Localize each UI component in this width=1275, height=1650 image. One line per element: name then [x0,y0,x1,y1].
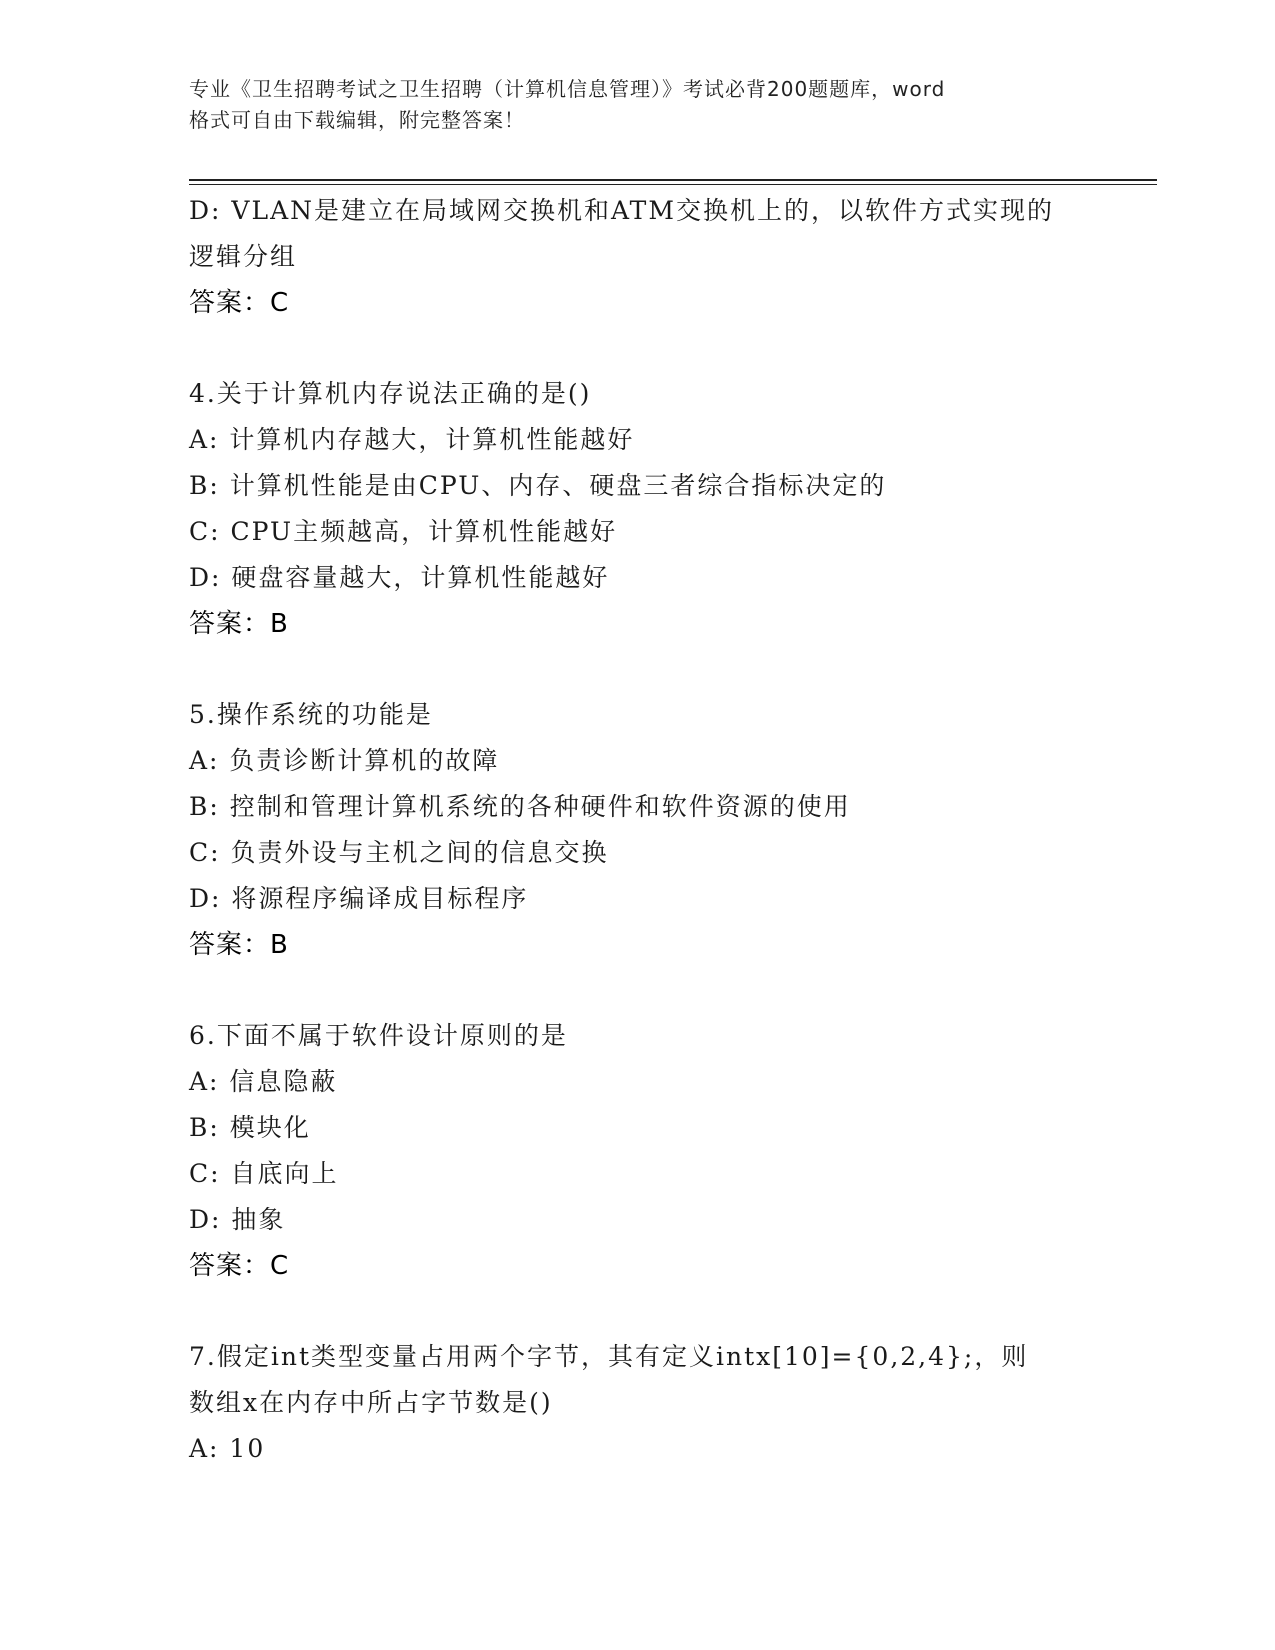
option-d-continued: 逻辑分组 [189,242,298,271]
option-b: B: 模块化 [189,1113,311,1142]
option-b: B: 控制和管理计算机系统的各种硬件和软件资源的使用 [189,792,851,821]
question-spacer [189,1289,1089,1334]
header-line-1: 专业《卫生招聘考试之卫生招聘（计算机信息管理）》考试必背200题题库，word [189,77,946,101]
question-stem-continued: 数组x在内存中所占字节数是() [189,1388,553,1417]
option-d: D: 将源程序编译成目标程序 [189,884,529,913]
option-c: C: CPU主频越高，计算机性能越好 [189,517,618,546]
option-a: A: 计算机内存越大，计算机性能越好 [189,425,635,454]
question-stem: 4.关于计算机内存说法正确的是() [189,379,592,408]
option-a: A: 负责诊断计算机的故障 [189,746,500,775]
option-c: C: 负责外设与主机之间的信息交换 [189,838,609,867]
question-4 [189,371,1089,647]
option-a: A: 信息隐蔽 [189,1067,338,1096]
option-c: C: 自底向上 [189,1159,339,1188]
answer-line: 答案：B [189,930,289,960]
option-d: D: 抽象 [189,1205,286,1234]
question-3-continued [189,188,1089,326]
option-d: D: VLAN是建立在局域网交换机和ATM交换机上的，以软件方式实现的 [189,196,1054,225]
header-line-2: 格式可自由下载编辑，附完整答案！ [189,108,525,132]
answer-line: 答案：B [189,609,289,639]
answer-line: 答案：C [189,1251,290,1281]
header-divider-thin [189,184,1157,185]
option-d: D: 硬盘容量越大，计算机性能越好 [189,563,610,592]
answer-line: 答案：C [189,288,290,318]
question-spacer [189,647,1089,692]
document-header [189,74,1089,136]
option-b: B: 计算机性能是由CPU、内存、硬盘三者综合指标决定的 [189,471,887,500]
question-list [189,188,1089,1472]
question-stem: 7.假定int类型变量占用两个字节，其有定义intx[10]={0,2,4};，则 [189,1342,1029,1371]
question-7 [189,1334,1089,1472]
question-6 [189,1013,1089,1289]
question-spacer [189,326,1089,371]
header-divider-thick [189,179,1157,181]
question-5 [189,692,1089,968]
option-a: A: 10 [189,1434,266,1463]
question-spacer [189,968,1089,1013]
question-stem: 6.下面不属于软件设计原则的是 [189,1021,568,1050]
question-stem: 5.操作系统的功能是 [189,700,433,729]
